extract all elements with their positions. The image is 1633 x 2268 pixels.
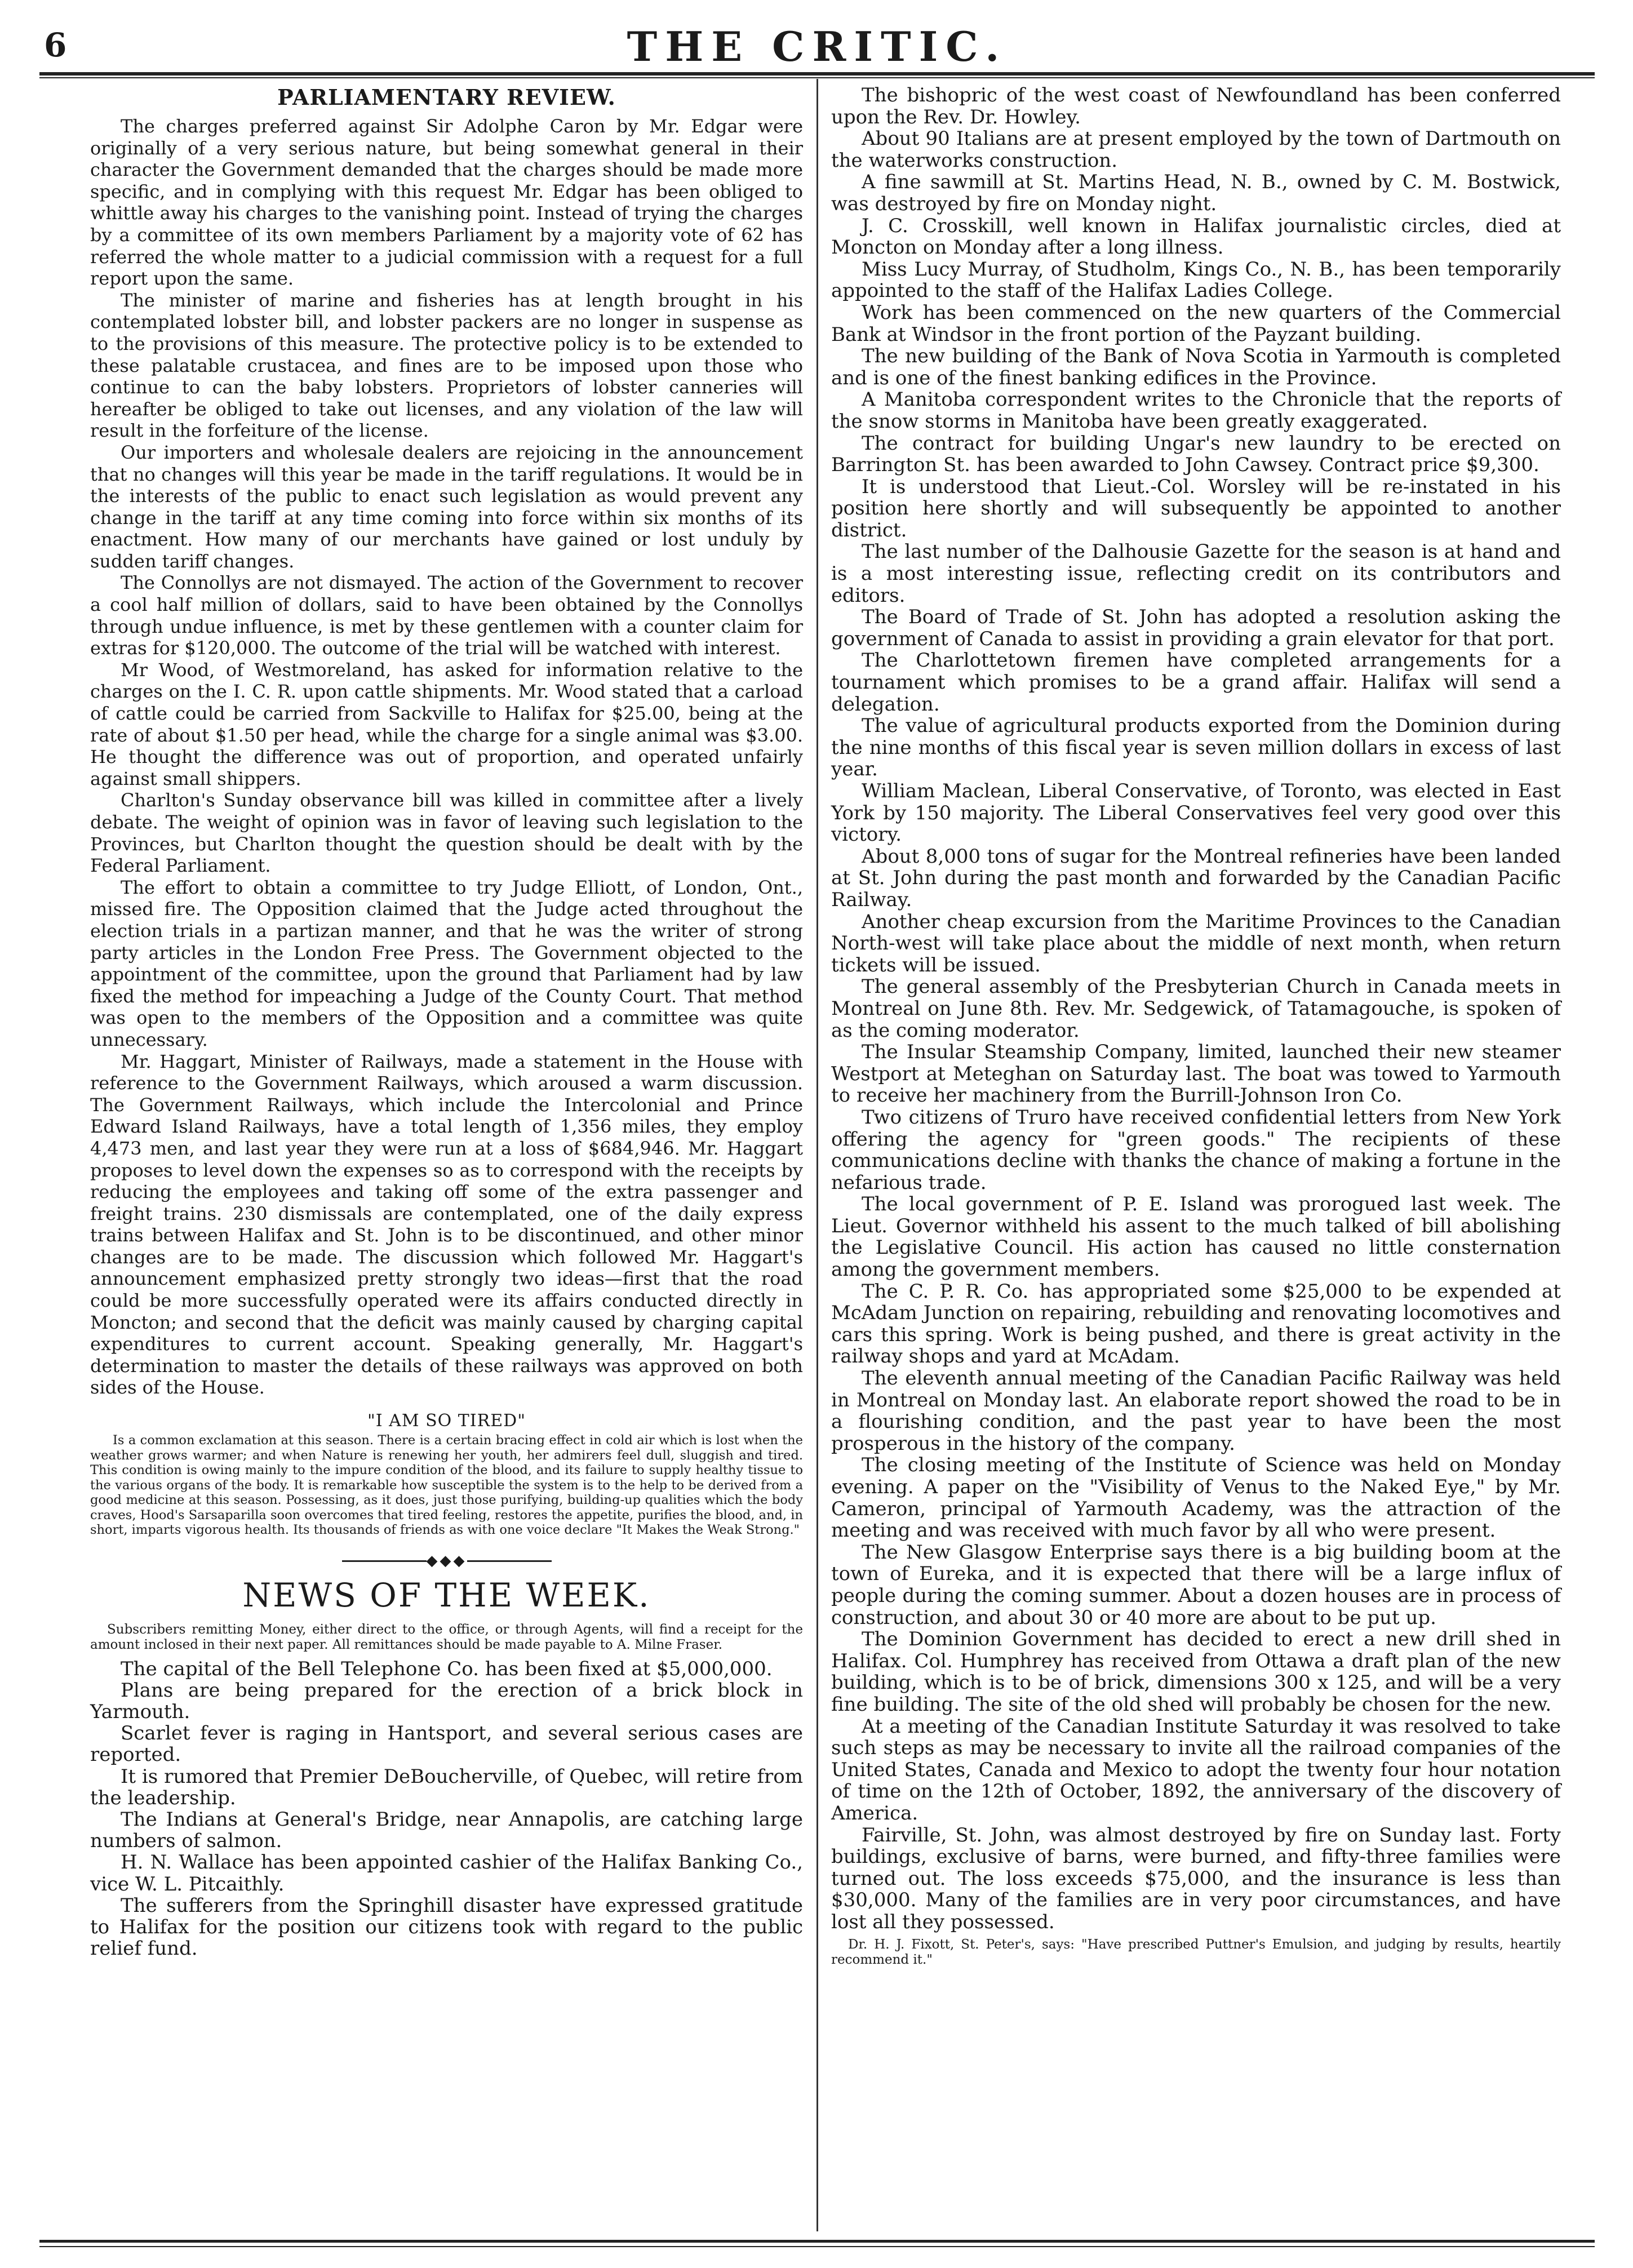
section-heading-news-of-the-week: NEWS OF THE WEEK. (242, 1575, 651, 1614)
advertisement-title: "I AM SO TIRED" (367, 1411, 526, 1431)
footer-rule-thin (39, 2246, 1595, 2247)
news-item: The New Glasgow Enterprise says there is a big building boom at the town of Eureka, and it is expected that there will be a large influx of people during the coming summer. About a dozen houses are in process of construction, and about 30 or 40 more are about to be put up. (831, 1541, 1561, 1629)
news-item: William Maclean, Liberal Conservative, of Toronto, was elected in East York by 150 majority. The Liberal Conservatives feel very good over this victory. (831, 780, 1561, 846)
news-items-left (90, 1658, 803, 1960)
news-item: The Board of Trade of St. John has adopted a resolution asking the government of Canada to assist in providing a grain elevator for that port. (831, 606, 1561, 650)
article-paragraph: The charges preferred against Sir Adolphe Caron by Mr. Edgar were originally of a very serious nature, but being somewhat general in their character the Government demanded that the charges should be made more specific, and in complying with this request Mr. Edgar has been obliged to whittle away his charges to the vanishing point. Instead of trying the charges by a committee of its own members Parliament by a majority vote of 62 has referred the whole matter to a judicial commission with a request for a full report upon the same. (90, 116, 803, 290)
news-item: The capital of the Bell Telephone Co. has been fixed at $5,000,000. (121, 1657, 773, 1680)
page-number: 6 (44, 26, 67, 64)
parliamentary-review-body (90, 116, 803, 1399)
masthead-rule-thin (39, 77, 1595, 78)
news-item: The Charlottetown firemen have completed arrangements for a tournament which promises to be a grand affair. Halifax will send a delegation. (831, 649, 1561, 716)
news-item: The sufferers from the Springhill disaster have expressed gratitude to Halifax for the position our citizens took with regard to the public relief fund. (90, 1894, 803, 1960)
news-item: A Manitoba correspondent writes to the Chronicle that the reports of the snow storms in Manitoba have been greatly exaggerated. (831, 388, 1561, 433)
news-item: Two citizens of Truro have received confidential letters from New York offering the agency for "green goods." The recipients of these communications decline with thanks the chance of making a fortune in the nefarious trade. (831, 1106, 1561, 1194)
article-paragraph: The Connollys are not dismayed. The action of the Government to recover a cool half million of dollars, said to have been obtained by the Connollys through undue influence, is met by these gentlemen with a counter claim for extras for $120,000. The outcome of the trial will be watched with interest. (90, 572, 803, 659)
news-item: The closing meeting of the Institute of Science was held on Monday evening. A paper on the "Visibility of Venus to the Naked Eye," by Mr. Cameron, principal of Yarmouth Academy, was the attraction of the meeting and was received with much favor by all who were present. (831, 1454, 1561, 1542)
ornament-divider: ◆◆◆ (90, 1552, 803, 1569)
news-item: The bishopric of the west coast of Newfoundland has been conferred upon the Rev. Dr. Howley. (831, 84, 1561, 128)
news-item: Fairville, St. John, was almost destroyed by fire on Sunday last. Forty buildings, exclusive of barns, were burned, and fifty-three families were turned out. The loss exceeds $75,000, and the insurance is less than $30,000. Many of the families are in very poor circumstances, and have lost all they possessed. (831, 1823, 1561, 1933)
news-item: Miss Lucy Murray, of Studholm, Kings Co., N. B., has been temporarily appointed to the staff of the Halifax Ladies College. (831, 258, 1561, 303)
newspaper-title: THE CRITIC. (627, 23, 1008, 70)
news-item: A fine sawmill at St. Martins Head, N. B., owned by C. M. Bostwick, was destroyed by fire on Monday night. (831, 171, 1561, 215)
news-item: The value of agricultural products exported from the Dominion during the nine months of this fiscal year is seven million dollars in excess of last year. (831, 714, 1561, 781)
news-item: H. N. Wallace has been appointed cashier of the Halifax Banking Co., vice W. L. Pitcaithly. (90, 1851, 803, 1896)
article-paragraph: Mr. Haggart, Minister of Railways, made a statement in the House with reference to the Government Railways, which aroused a warm discussion. The Government Railways, which include the Intercolonial and Prince Edward Island Railways, have a total length of 1,356 miles, they employ 4,473 men, and last year they were run at a loss of $684,946. Mr. Haggart proposes to level down the expenses so as to correspond with the receipts by reducing the employees and taking off some of the extra passenger and freight trains. 230 dismissals are contemplated, one of the daily express trains between Halifax and St. John is to be discontinued, and other minor changes are to be made. The discussion which followed Mr. Haggart's announcement emphasized pretty strongly two ideas—first that the road could be more successfully operated were its affairs conducted directly in Moncton; and second that the deficit was mainly caused by charging capital expenditures to current account. Speaking generally, Mr. Haggart's determination to master the details of these railways was approved on both sides of the House. (90, 1050, 803, 1399)
article-paragraph: The effort to obtain a committee to try Judge Elliott, of London, Ont., missed fire. The Opposition claimed that the Judge acted throughout the election trials in a partizan manner, and that he was the writer of strong party articles in the London Free Press. The Government objected to the appointment of the committee, upon the ground that Parliament had by law fixed the method for impeaching a Judge of the County Court. That method was open to the members of the Opposition and a committee was quite unnecessary. (90, 876, 803, 1050)
news-item: The general assembly of the Presbyterian Church in Canada meets in Montreal on June 8th. Rev. Mr. Sedgewick, of Tatamagouche, is spoken of as the coming moderator. (831, 975, 1561, 1042)
news-item: The local government of P. E. Island was prorogued last week. The Lieut. Governor withheld his assent to the much talked of bill abolishing the Legislative Council. His action has caused no little consternation among the government members. (831, 1193, 1561, 1281)
testimonial-advertisement: Dr. H. J. Fixott, St. Peter's, says: "Have prescribed Puttner's Emulsion, and judging by results, heartily recommend it." (831, 1937, 1561, 1968)
news-item: It is rumored that Premier DeBoucherville, of Quebec, will retire from the leadership. (90, 1765, 803, 1809)
article-paragraph: Mr Wood, of Westmoreland, has asked for information relative to the charges on the I. C. R. upon cattle shipments. Mr. Wood stated that a carload of cattle could be carried from Sackville to Halifax for $25.00, being at the rate of about $1.50 per head, while the charge for a single animal was $3.00. He thought the difference was out of proportion, and operated unfairly against small shippers. (90, 659, 803, 789)
news-item: Scarlet fever is raging in Hantsport, and several serious cases are reported. (90, 1722, 803, 1767)
masthead (39, 23, 1595, 72)
masthead-rule (39, 72, 1595, 76)
article-paragraph: Charlton's Sunday observance bill was killed in committee after a lively debate. The weight of opinion was in favor of leaving such legislation to the Provinces, but Charlton thought the question should be dealt with by the Federal Parliament. (90, 789, 803, 877)
column-divider (816, 79, 818, 2231)
subscriber-notice: Subscribers remitting Money, either direct to the office, or through Agents, will find a receipt for the amount inclosed in their next paper. All remittances should be made payable to A. Milne Fraser. (90, 1622, 803, 1652)
section-heading-parliamentary-review: PARLIAMENTARY REVIEW. (277, 85, 616, 110)
news-item: Plans are being prepared for the erection of a brick block in Yarmouth. (90, 1679, 803, 1723)
news-item: The last number of the Dalhousie Gazette for the season is at hand and is a most interesting issue, reflecting credit on its contributors and editors. (831, 540, 1561, 607)
article-paragraph: The minister of marine and fisheries has at length brought in his contemplated lobster bill, and lobster packers are no longer in suspense as to the provisions of this measure. The protective policy is to be extended to these palatable crustacea, and fines are to be imposed upon those who continue to can the baby lobsters. Proprietors of lobster canneries will hereafter be obliged to take out licenses, and any violation of the law will result in the forfeiture of the license. (90, 289, 803, 442)
advertisement-text: Is a common exclamation at this season. There is a certain bracing effect in cold air which is lost when the weather grows warmer; and when Nature is renewing her youth, her admirers feel dull, sluggish and tired. This condition is owing mainly to the impure condition of the blood, and its failure to supply healthy tissue to the various organs of the body. It is remarkable how susceptible the system is to the help to be derived from a good medicine at this season. Possessing, as it does, just those purifying, building-up qualities which the body craves, Hood's Sarsaparilla soon overcomes that tired feeling, restores the appetite, purifies the blood, and, in short, imparts vigorous health. Its thousands of friends as with one voice declare "It Makes the Weak Strong." (90, 1433, 803, 1538)
article-paragraph: Our importers and wholesale dealers are rejoicing in the announcement that no changes will this year be made in the tariff regulations. It would be in the interests of the public to enact such legislation as would prevent any change in the tariff at any time coming into force within six months of its enactment. How many of our merchants have gained or lost unduly by sudden tariff changes. (90, 441, 803, 572)
news-item: The C. P. R. Co. has appropriated some $25,000 to be expended at McAdam Junction on repairing, rebuilding and renovating locomotives and cars this spring. Work is being pushed, and there is great activity in the railway shops and yard at McAdam. (831, 1280, 1561, 1368)
news-items-right (831, 85, 1561, 1933)
news-item: The new building of the Bank of Nova Scotia in Yarmouth is completed and is one of the finest banking edifices in the Province. (831, 345, 1561, 389)
news-item: Work has been commenced on the new quarters of the Commercial Bank at Windsor in the front portion of the Payzant building. (831, 301, 1561, 346)
footer-rule (39, 2240, 1595, 2243)
news-item: About 8,000 tons of sugar for the Montreal refineries have been landed at St. John during the past month and forwarded by the Canadian Pacific Railway. (831, 845, 1561, 911)
news-item: The Insular Steamship Company, limited, launched their new steamer Westport at Meteghan on Saturday last. The boat was towed to Yarmouth to receive her machinery from the Burrill-Johnson Iron Co. (831, 1041, 1561, 1107)
news-item: The Indians at General's Bridge, near Annapolis, are catching large numbers of salmon. (90, 1808, 803, 1853)
news-item: The Dominion Government has decided to erect a new drill shed in Halifax. Col. Humphrey has received from Ottawa a draft plan of the new building, which is to be of brick, dimensions 300 x 125, and will be a very fine building. The site of the old shed will probably be chosen for the new. (831, 1628, 1561, 1716)
news-item: The eleventh annual meeting of the Canadian Pacific Railway was held in Montreal on Monday last. An elaborate report showed the road to be in a flourishing condition, and the past year to have been the most prosperous in the history of the company. (831, 1367, 1561, 1455)
news-item: About 90 Italians are at present employed by the town of Dartmouth on the waterworks construction. (831, 127, 1561, 172)
news-item: Another cheap excursion from the Maritime Provinces to the Canadian North-west will take place about the middle of next month, when return tickets will be issued. (831, 910, 1561, 977)
news-item: At a meeting of the Canadian Institute Saturday it was resolved to take such steps as may be necessary to invite all the railroad companies of the United States, Canada and Mexico to adopt the twenty four hour notation of time on the 12th of October, 1892, the anniversary of the discovery of America. (831, 1715, 1561, 1825)
advertisement (90, 1411, 803, 1538)
left-column (90, 85, 803, 1959)
news-item: It is understood that Lieut.-Col. Worsley will be re-instated in his position here shortly and will subsequently be appointed to another district. (831, 475, 1561, 542)
news-item: The contract for building Ungar's new laundry to be erected on Barrington St. has been awarded to John Cawsey. Contract price $9,300. (831, 432, 1561, 477)
right-column (831, 85, 1561, 1968)
news-item: J. C. Crosskill, well known in Halifax journalistic circles, died at Moncton on Monday after a long illness. (831, 214, 1561, 259)
